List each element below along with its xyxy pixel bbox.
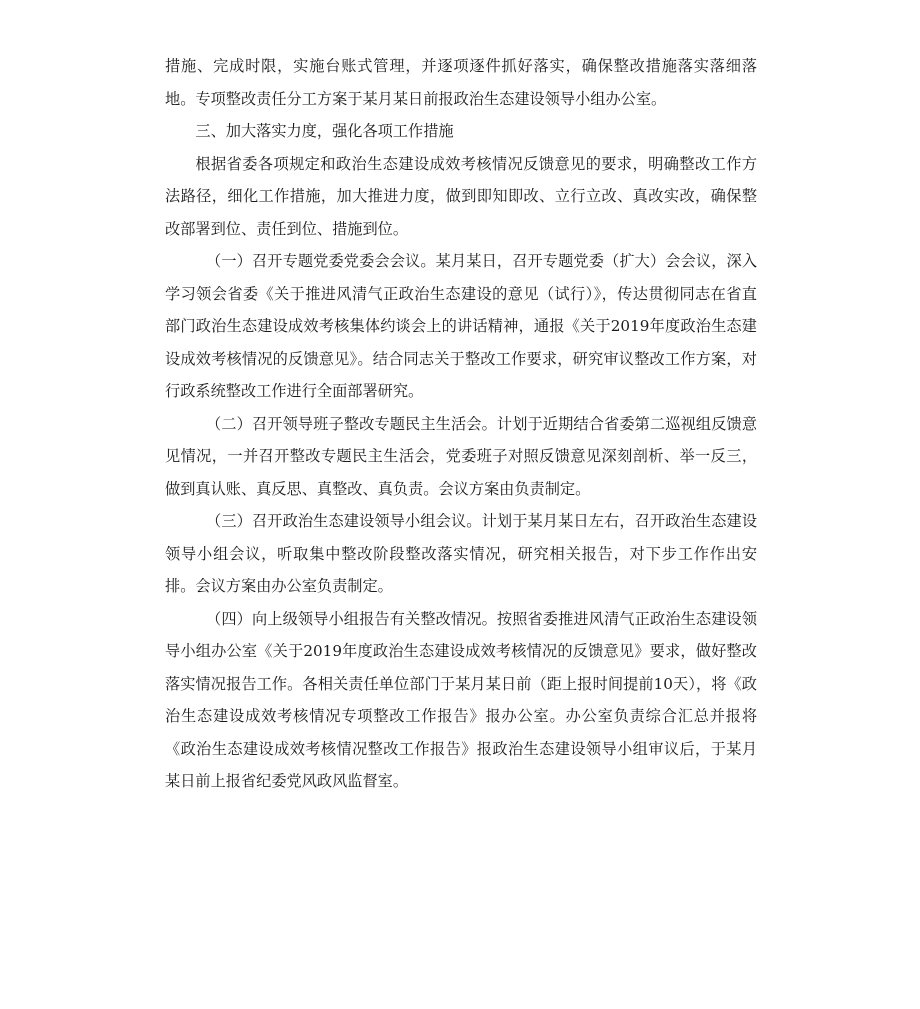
paragraph-item-one: （一）召开专题党委党委会会议。某月某日，召开专题党委（扩大）会会议，深入学习领会省委《关于推进风清气正政治生态建设的意见（试行）》，传达贯彻同志在省直部门政治生态建设成效考核集体约谈会上的讲话精神，通报《关于2019年度政治生态建设成效考核情况的反馈意见》。结合同志关于整改工作要求，研究审议整改工作方案，对行政系统整改工作进行全面部署研究。 — [165, 252, 757, 400]
section-heading-three: 三、加大落实力度，强化各项工作措施 — [195, 122, 454, 140]
paragraph-continuation: 措施、完成时限，实施台账式管理，并逐项逐件抓好落实，确保整改措施落实落细落地。专项整改责任分工方案于某月某日前报政治生态建设领导小组办公室。 — [165, 57, 757, 108]
paragraph-item-two: （二）召开领导班子整改专题民主生活会。计划于近期结合省委第二巡视组反馈意见情况，一并召开整改专题民主生活会，党委班子对照反馈意见深刻剖析、举一反三，做到真认账、真反思、真整改、真负责。会议方案由负责制定。 — [165, 414, 757, 498]
document-body — [165, 50, 757, 798]
paragraph-item-four: （四）向上级领导小组报告有关整改情况。按照省委推进风清气正政治生态建设领导小组办公室《关于2019年度政治生态建设成效考核情况的反馈意见》要求，做好整改落实情况报告工作。各相关责任单位部门于某月某日前（距上报时间提前10天），将《政治生态建设成效考核情况专项整改工作报告》报办公室。办公室负责综合汇总并报将《政治生态建设成效考核情况整改工作报告》报政治生态建设领导小组审议后，于某月某日前上报省纪委党风政风监督室。 — [165, 609, 757, 790]
paragraph-intro: 根据省委各项规定和政治生态建设成效考核情况反馈意见的要求，明确整改工作方法路径，细化工作措施，加大推进力度，做到即知即改、立行立改、真改实改，确保整改部署到位、责任到位、措施到位。 — [165, 154, 757, 238]
paragraph-item-three: （三）召开政治生态建设领导小组会议。计划于某月某日左右，召开政治生态建设领导小组会议，听取集中整改阶段整改落实情况，研究相关报告，对下步工作作出安排。会议方案由办公室负责制定。 — [165, 512, 757, 595]
